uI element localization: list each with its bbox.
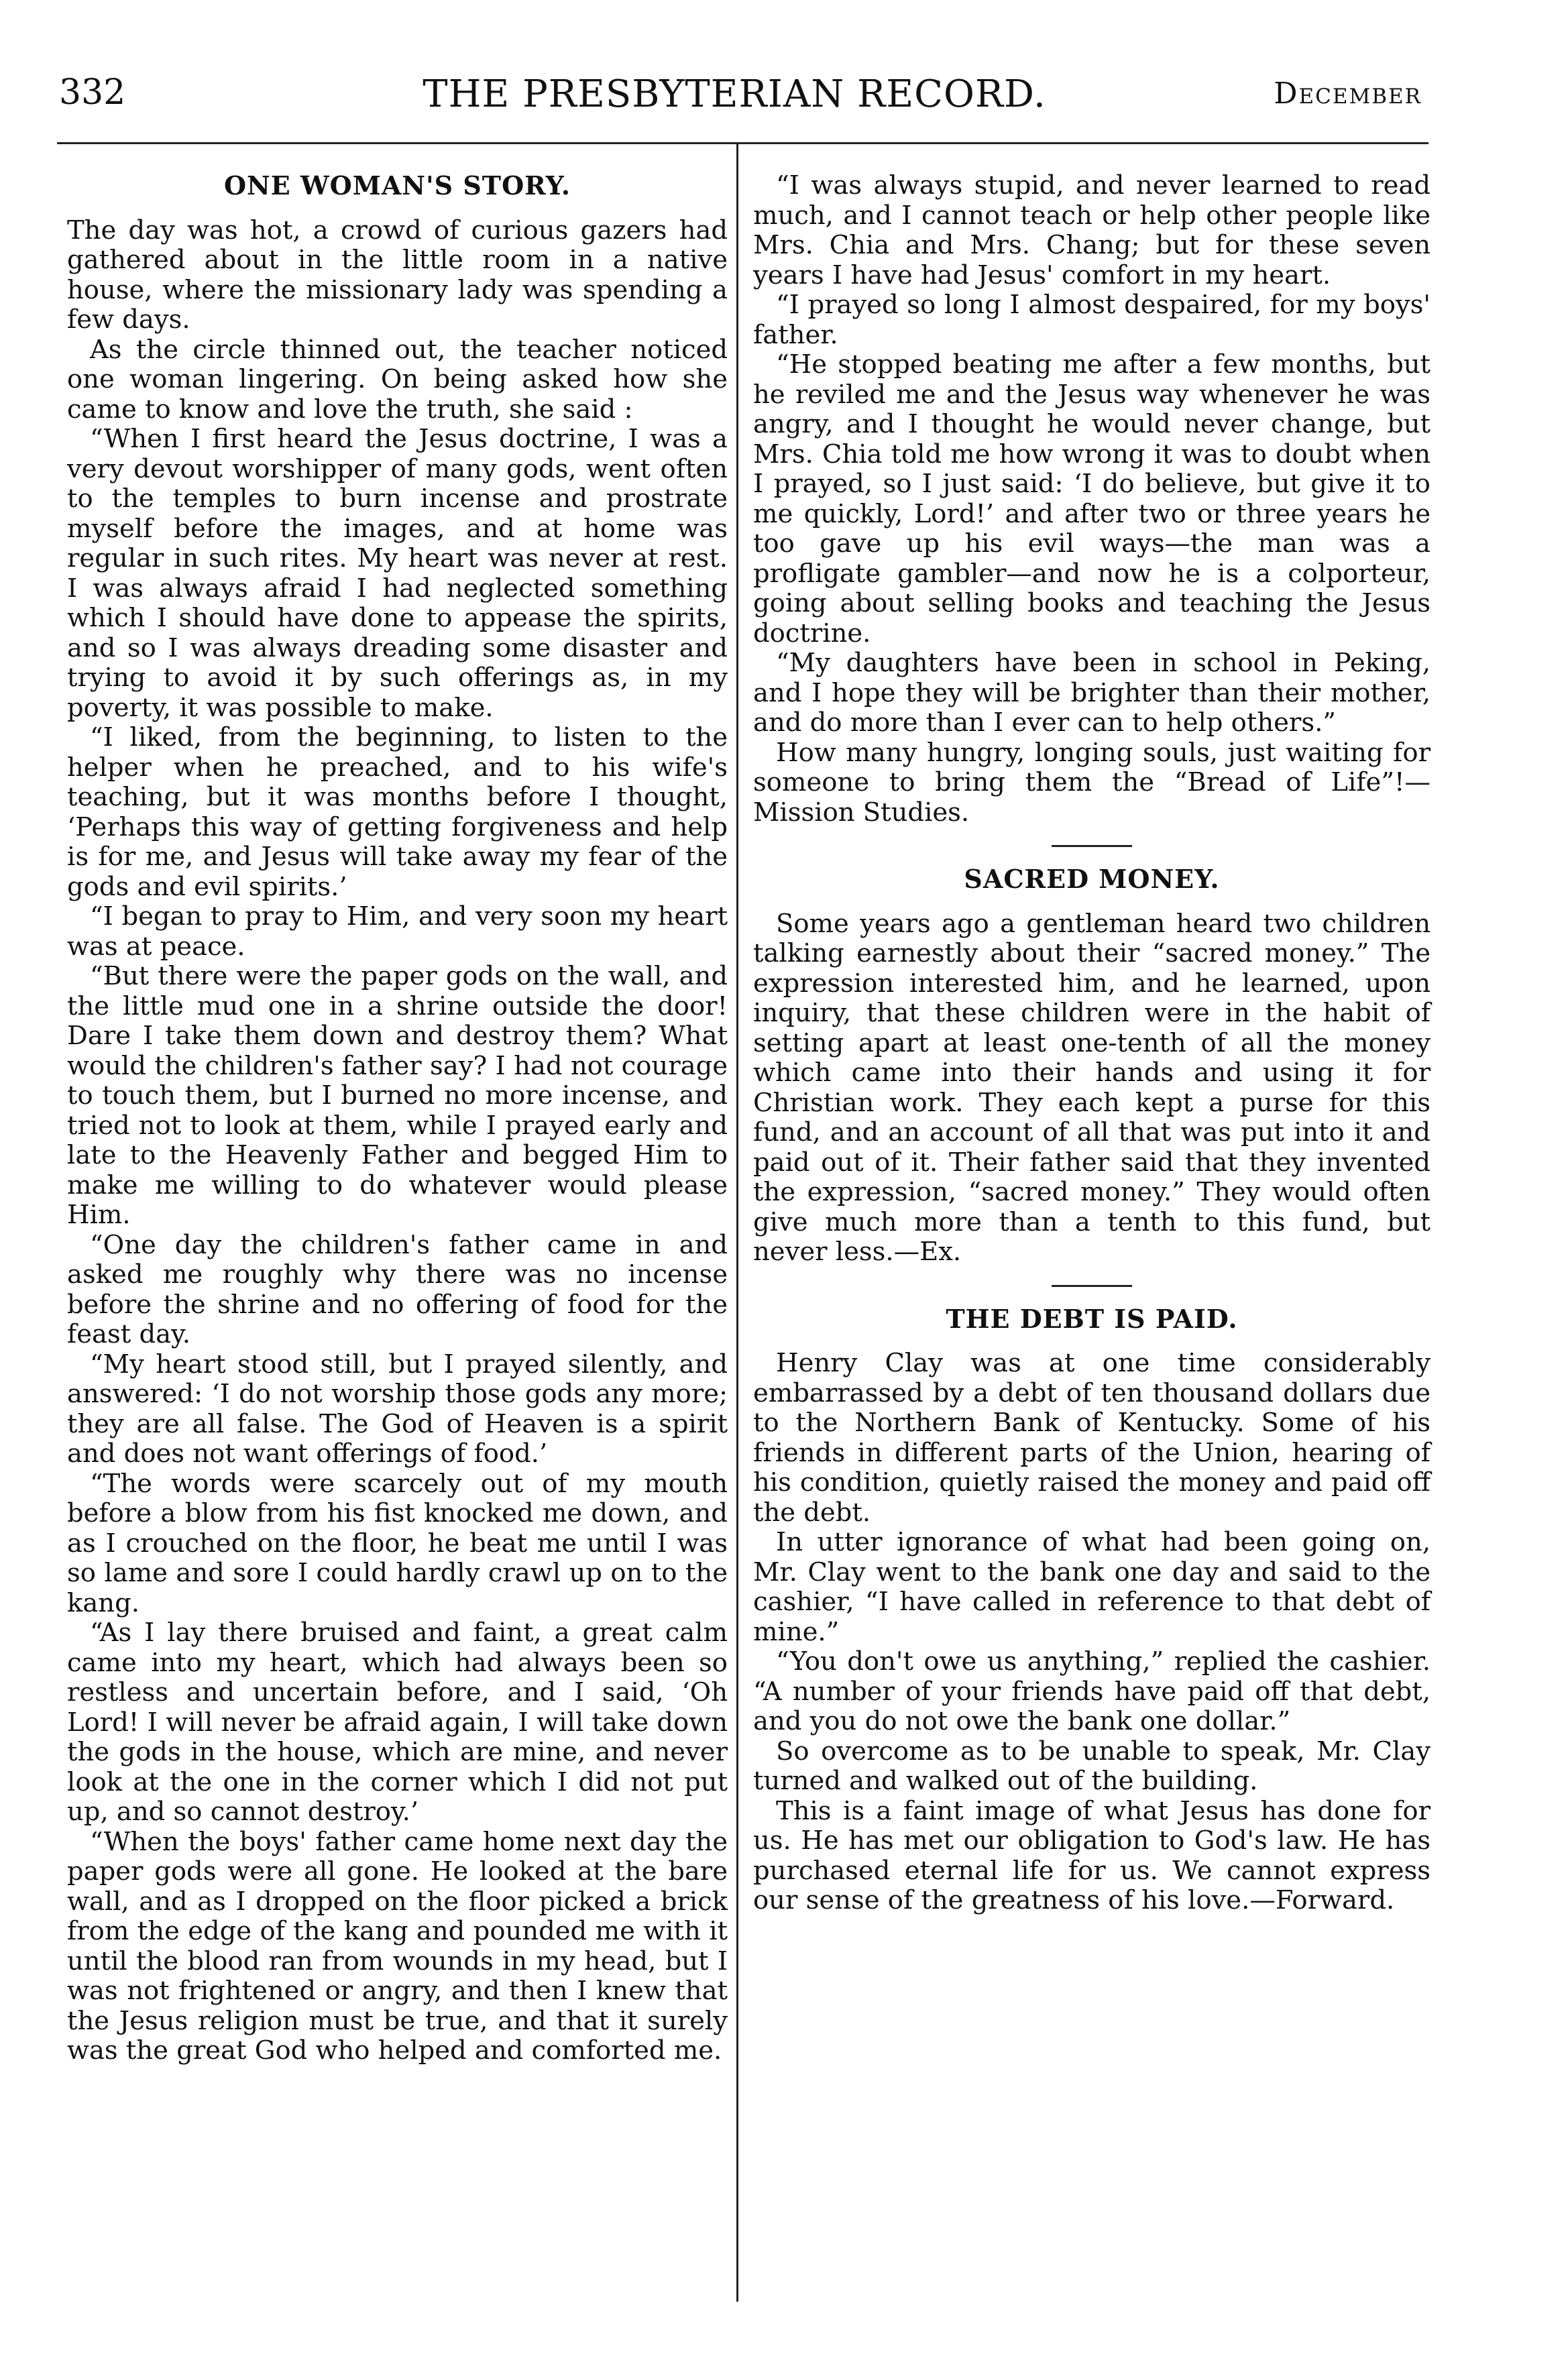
paragraph: “I prayed so long I almost despaired, for my boys' father.: [753, 290, 1431, 350]
page-header: [47, 72, 1422, 126]
paragraph: This is a faint image of what Jesus has done for us. He has met our obligation to God's law. He has purchased eternal life for us. We cannot express our sense of the greatness of his love.—Forward.: [753, 1795, 1431, 1915]
page-number: 332: [59, 72, 126, 113]
paragraph: “When I first heard the Jesus doctrine, I was a very devout worshipper of many gods, went often to the temples to burn incense and prostrate myself before the images, and at home was regular in such rites. My heart was never at rest. I was always afraid I had neglected something which I should have done to appease the spirits, and so I was always dreading some disaster and trying to avoid it by such offerings as, in my poverty, it was possible to make.: [67, 424, 728, 723]
paragraph: The day was hot, a crowd of curious gazers had gathered about in the little room in a native house, where the missionary lady was spending a few days.: [67, 215, 728, 335]
paragraph: “My heart stood still, but I prayed silently, and answered: ‘I do not worship those gods any more; they are all false. The God of Heaven is a spirit and does not want offerings of food.’: [67, 1349, 728, 1469]
section-rule: [1052, 845, 1132, 847]
paragraph: “I was always stupid, and never learned to read much, and I cannot teach or help other people like Mrs. Chia and Mrs. Chang; but for these seven years I have had Jesus' comfort in my heart.: [753, 170, 1431, 290]
paragraph: “One day the children's father came in and asked me roughly why there was no incense before the shrine and no offering of food for the feast day.: [67, 1229, 728, 1349]
paragraph: How many hungry, longing souls, just waiting for someone to bring them the “Bread of Life”!—Mission Studies.: [753, 737, 1431, 828]
paragraph: “You don't owe us anything,” replied the cashier. “A number of your friends have paid off that debt, and you do not owe the bank one dollar.”: [753, 1646, 1431, 1736]
paragraph: “As I lay there bruised and faint, a great calm came into my heart, which had always been so restless and uncertain before, and I said, ‘Oh Lord! I will never be afraid again, I will take down the gods in the house, which are mine, and never look at the one in the corner which I did not put up, and so cannot destroy.’: [67, 1618, 728, 1827]
article-title-debt-is-paid: THE DEBT IS PAID.: [946, 1303, 1238, 1334]
article-title-one-womans-story: ONE WOMAN'S STORY.: [223, 170, 571, 201]
month-label: December: [1274, 76, 1422, 111]
header-rule: [57, 142, 1429, 144]
right-column: [753, 171, 1431, 1916]
left-column: [67, 171, 728, 2066]
column-divider: [736, 142, 738, 2302]
paragraph: In utter ignorance of what had been going on, Mr. Clay went to the bank one day and said to the cashier, “I have called in reference to that debt of mine.”: [753, 1527, 1431, 1647]
paragraph: “When the boys' father came home next day the paper gods were all gone. He looked at the bare wall, and as I dropped on the floor picked a brick from the edge of the kang and pounded me with it until the blood ran from wounds in my head, but I was not frightened or angry, and then I knew that the Jesus religion must be true, and that it surely was the great God who helped and comforted me.: [67, 1826, 728, 2066]
paragraph: As the circle thinned out, the teacher noticed one woman lingering. On being asked how she came to know and love the truth, she said :: [67, 334, 728, 425]
paragraph: Henry Clay was at one time considerably embarrassed by a debt of ten thousand dollars due to the Northern Bank of Kentucky. Some of his friends in different parts of the Union, hearing of his condition, quietly raised the money and paid off the debt.: [753, 1348, 1431, 1528]
paragraph: “I liked, from the beginning, to listen to the helper when he preached, and to his wife's teaching, but it was months before I thought, ‘Perhaps this way of getting forgiveness and help is for me, and Jesus will take away my fear of the gods and evil spirits.’: [67, 722, 728, 902]
paragraph: “But there were the paper gods on the wall, and the little mud one in a shrine outside the door! Dare I take them down and destroy them? What would the children's father say? I had not courage to touch them, but I burned no more incense, and tried not to look at them, while I prayed early and late to the Heavenly Father and begged Him to make me willing to do whatever would please Him.: [67, 961, 728, 1230]
paragraph: Some years ago a gentleman heard two children talking earnestly about their “sacred money.” The expression interested him, and he learned, upon inquiry, that these children were in the habit of setting apart at least one-tenth of all the money which came into their hands and using it for Christian work. They each kept a purse for this fund, and an account of all that was put into it and paid out of it. Their father said that they invented the expression, “sacred money.” They would often give much more than a tenth to this fund, but never less.—Ex.: [753, 908, 1431, 1267]
section-rule: [1052, 1285, 1132, 1287]
article-title-sacred-money: SACRED MONEY.: [964, 864, 1220, 894]
paragraph: “My daughters have been in school in Peking, and I hope they will be brighter than their mother, and do more than I ever can to help others.”: [753, 648, 1431, 738]
paragraph: “He stopped beating me after a few months, but he reviled me and the Jesus way whenever he was angry, and I thought he would never change, but Mrs. Chia told me how wrong it was to doubt when I prayed, so I just said: ‘I do believe, but give it to me quickly, Lord!’ and after two or three years he too gave up his evil ways—the man was a profligate gambler—and now he is a colporteur, going about selling books and teaching the Jesus doctrine.: [753, 349, 1431, 649]
paragraph: So overcome as to be unable to speak, Mr. Clay turned and walked out of the building.: [753, 1736, 1431, 1796]
paragraph: “I began to pray to Him, and very soon my heart was at peace.: [67, 901, 728, 962]
journal-title: THE PRESBYTERIAN RECORD.: [423, 72, 1046, 116]
paragraph: “The words were scarcely out of my mouth before a blow from his fist knocked me down, and as I crouched on the floor, he beat me until I was so lame and sore I could hardly crawl up on to the kang.: [67, 1468, 728, 1618]
